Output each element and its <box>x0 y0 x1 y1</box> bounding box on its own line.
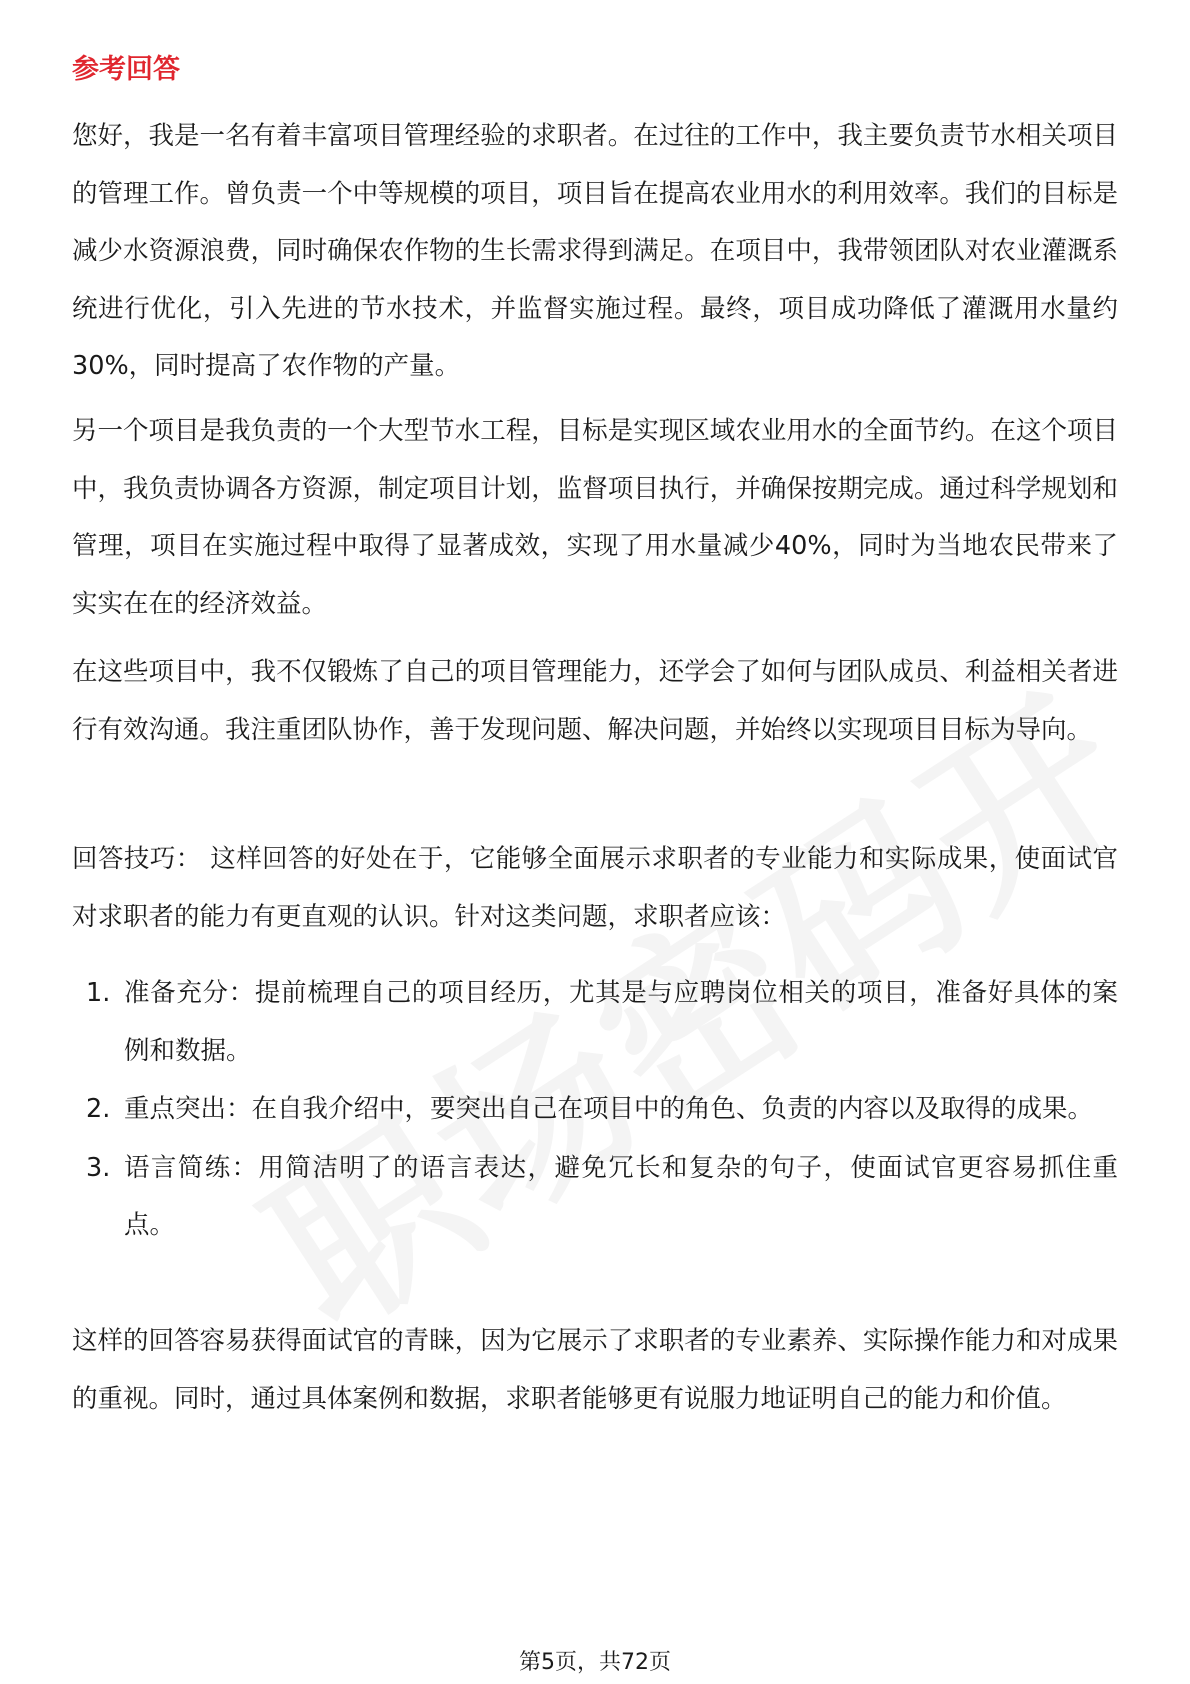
tips-list <box>72 965 1118 1255</box>
tip-number: 1. <box>86 978 111 1008</box>
page-number-footer: 第5页，共72页 <box>519 1650 671 1675</box>
paragraph-experience-1: 您好，我是一名有着丰富项目管理经验的求职者。在过往的工作中，我主要负责节水相关项目的管理工作。曾负责一个中等规模的项目，项目旨在提高农业用水的利用效率。我们的目标是减少水资源浪费，同时确保农作物的生长需求得到满足。在项目中，我带领团队对农业灌溉系统进行优化，引入先进的节水技术，并监督实施过程。最终，项目成功降低了灌溉用水量约30%，同时提高了农作物的产量。 <box>72 121 1118 381</box>
tip-item <box>72 965 1118 1080</box>
tip-item <box>72 1140 1118 1255</box>
tip-text: 准备充分：提前梳理自己的项目经历，尤其是与应聘岗位相关的项目，准备好具体的案例和数据。 <box>124 978 1118 1066</box>
paragraph-experience-2: 另一个项目是我负责的一个大型节水工程，目标是实现区域农业用水的全面节约。在这个项目中，我负责协调各方资源，制定项目计划，监督项目执行，并确保按期完成。通过科学规划和管理，项目在实施过程中取得了显著成效，实现了用水量减少40%，同时为当地农民带来了实实在在的经济效益。 <box>72 416 1118 619</box>
tip-text: 重点突出：在自我介绍中，要突出自己在项目中的角色、负责的内容以及取得的成果。 <box>124 1094 1094 1124</box>
tip-number: 3. <box>86 1152 111 1183</box>
section-heading: 参考回答 <box>72 54 180 85</box>
paragraph-closing: 这样的回答容易获得面试官的青睐，因为它展示了求职者的专业素养、实际操作能力和对成果的重视。同时，通过具体案例和数据，求职者能够更有说服力地证明自己的能力和价值。 <box>72 1326 1118 1414</box>
tip-number: 2. <box>86 1094 111 1124</box>
tip-text: 语言简练：用简洁明了的语言表达，避免冗长和复杂的句子，使面试官更容易抓住重点。 <box>124 1152 1118 1240</box>
paragraph-answer-tips: 回答技巧： 这样回答的好处在于，它能够全面展示求职者的专业能力和实际成果，使面试官对求职者的能力有更直观的认识。针对这类问题，求职者应该： <box>72 844 1118 932</box>
tip-item <box>72 1081 1118 1139</box>
paragraph-skills: 在这些项目中，我不仅锻炼了自己的项目管理能力，还学会了如何与团队成员、利益相关者进行有效沟通。我注重团队协作，善于发现问题、解决问题，并始终以实现项目目标为导向。 <box>72 657 1118 745</box>
